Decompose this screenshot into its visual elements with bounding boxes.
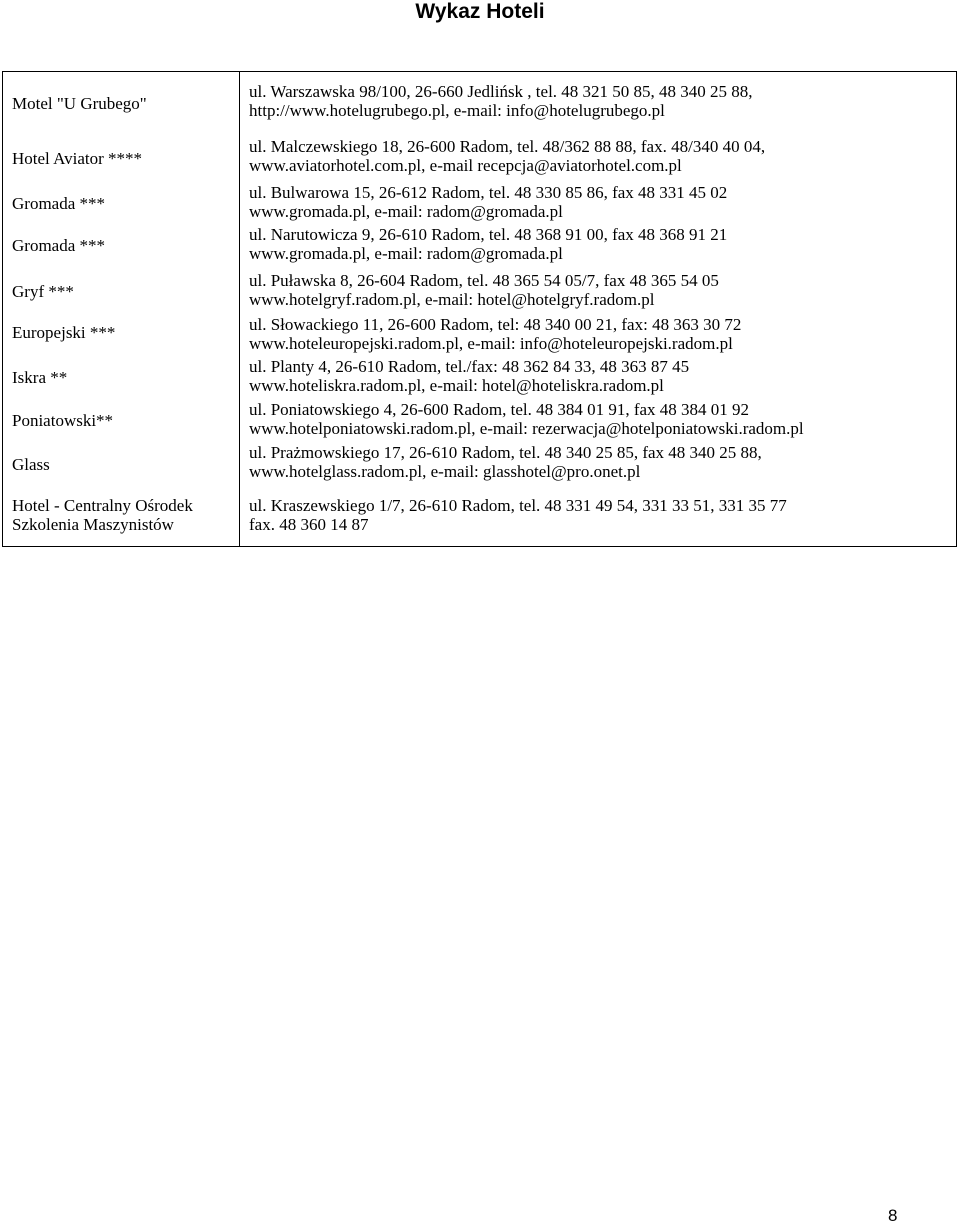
column-divider	[239, 72, 240, 546]
hotel-info	[249, 137, 765, 175]
hotel-info	[249, 443, 762, 481]
hotel-name: Motel "U Grubego"	[12, 94, 147, 113]
hotel-info	[249, 400, 804, 438]
hotel-name-line: Szkolenia Maszynistów	[12, 515, 174, 534]
hotel-info	[249, 357, 689, 395]
hotel-address: ul. Bulwarowa 15, 26-612 Radom, tel. 48 330 85 86, fax 48 331 45 02	[249, 183, 728, 202]
hotel-name-line: Hotel - Centralny Ośrodek	[12, 496, 193, 515]
hotel-name: Hotel Aviator ****	[12, 149, 142, 168]
hotel-contact: www.aviatorhotel.com.pl, e-mail recepcja@aviatorhotel.com.pl	[249, 156, 682, 175]
hotel-address: ul. Słowackiego 11, 26-600 Radom, tel: 48 340 00 21, fax: 48 363 30 72	[249, 315, 742, 334]
hotel-info	[249, 315, 741, 353]
hotel-info	[249, 82, 753, 120]
hotel-contact: www.hotelponiatowski.radom.pl, e-mail: rezerwacja@hotelponiatowski.radom.pl	[249, 419, 804, 438]
hotel-address: ul. Kraszewskiego 1/7, 26-610 Radom, tel. 48 331 49 54, 331 33 51, 331 35 77	[249, 496, 787, 515]
hotel-info	[249, 183, 727, 221]
hotel-contact: www.gromada.pl, e-mail: radom@gromada.pl	[249, 244, 563, 263]
hotel-name: Glass	[12, 455, 50, 474]
hotel-address: ul. Prażmowskiego 17, 26-610 Radom, tel. 48 340 25 85, fax 48 340 25 88,	[249, 443, 762, 462]
hotel-name: Gryf ***	[12, 282, 74, 301]
hotel-name: Europejski ***	[12, 323, 116, 342]
hotel-contact: www.hoteliskra.radom.pl, e-mail: hotel@hoteliskra.radom.pl	[249, 376, 664, 395]
hotel-contact: www.hotelglass.radom.pl, e-mail: glasshotel@pro.onet.pl	[249, 462, 641, 481]
hotel-table	[2, 71, 957, 547]
hotel-address: ul. Poniatowskiego 4, 26-600 Radom, tel. 48 384 01 91, fax 48 384 01 92	[249, 400, 750, 419]
hotel-name: Poniatowski**	[12, 411, 114, 430]
hotel-contact: www.gromada.pl, e-mail: radom@gromada.pl	[249, 202, 563, 221]
hotel-address: ul. Narutowicza 9, 26-610 Radom, tel. 48 368 91 00, fax 48 368 91 21	[249, 225, 728, 244]
hotel-name	[12, 496, 193, 534]
hotel-info	[249, 225, 727, 263]
hotel-contact: http://www.hotelugrubego.pl, e-mail: info@hotelugrubego.pl	[249, 101, 665, 120]
page-title: Wykaz Hoteli	[415, 0, 545, 23]
hotel-contact: www.hotelgryf.radom.pl, e-mail: hotel@hotelgryf.radom.pl	[249, 290, 655, 309]
hotel-address: ul. Planty 4, 26-610 Radom, tel./fax: 48 362 84 33, 48 363 87 45	[249, 357, 690, 376]
page-number: 8	[888, 1206, 898, 1225]
hotel-contact: www.hoteleuropejski.radom.pl, e-mail: info@hoteleuropejski.radom.pl	[249, 334, 733, 353]
hotel-name: Gromada ***	[12, 236, 106, 255]
hotel-info	[249, 496, 787, 534]
hotel-name: Gromada ***	[12, 194, 106, 213]
hotel-name: Iskra **	[12, 368, 68, 387]
hotel-contact: fax. 48 360 14 87	[249, 515, 369, 534]
hotel-info	[249, 271, 719, 309]
hotel-address: ul. Puławska 8, 26-604 Radom, tel. 48 365 54 05/7, fax 48 365 54 05	[249, 271, 719, 290]
hotel-address: ul. Warszawska 98/100, 26-660 Jedlińsk , tel. 48 321 50 85, 48 340 25 88,	[249, 82, 753, 101]
hotel-address: ul. Malczewskiego 18, 26-600 Radom, tel. 48/362 88 88, fax. 48/340 40 04,	[249, 137, 766, 156]
